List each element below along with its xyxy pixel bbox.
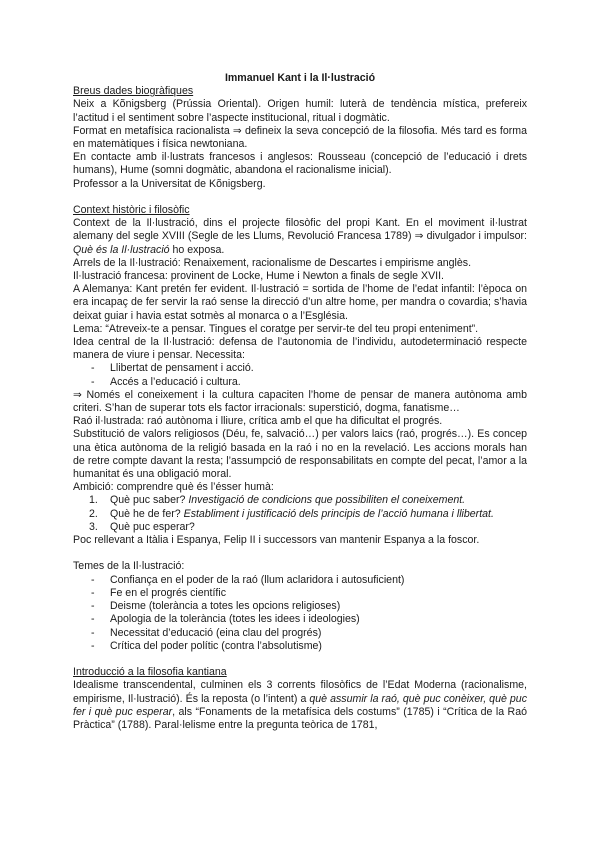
list-item: - Deisme (tolerància a totes les opcions religioses): [73, 600, 527, 613]
question-answer: Establiment i justificació dels principis de l’acció humana i llibertat.: [180, 507, 494, 520]
bio-paragraph: Neix a Kõnigsberg (Prússia Oriental). Origen humil: luterà de tendència mística, prefereix l’actitud i el sentiment sobre l’aspecte institucional, ritual i dogmàtic.: [73, 98, 527, 124]
intro-emphasis: què assumir la raó, què puc conèixer, què puc fer i què puc esperar: [73, 692, 527, 718]
list-item: [73, 508, 527, 521]
list-item: - Llibertat de pensament i acció.: [73, 362, 527, 375]
context-text: ho exposa.: [169, 243, 225, 256]
questions-list: [73, 494, 527, 534]
context-paragraph: A Alemanya: Kant pretén fer evident. Il·lustració = sortida de l’home de l’edat infantil: l’època on era incapaç de fer servir la raó sense la direcció d’un altre home, per mandra o covardia; s’havia deixat guiar i havia estat sotmès al monarca o a l’Església.: [73, 283, 527, 322]
section-heading-bio: Breus dades biogràfiques: [73, 85, 194, 98]
spacer: [73, 547, 527, 560]
context-paragraph: Lema: “Atreveix-te a pensar. Tingues el coratge per servir-te del teu propi enteniment”.: [73, 322, 479, 335]
context-paragraph: Arrels de la Il·lustració: Renaixement, racionalisme de Descartes i empirisme anglès.: [73, 256, 472, 269]
themes-list: [73, 574, 527, 653]
list-item: - Necessitat d’educació (eina clau del progrés): [73, 627, 527, 640]
document-page: [73, 72, 527, 732]
bio-paragraph: Professor a la Universitat de Kõnigsberg.: [73, 177, 266, 190]
context-paragraph: Substitució de valors religiosos (Déu, fe, salvació…) per valors laics (raó, progrés…). Es concep una ètica autònoma de la religió basada en la raó i no en la revelació. Les accions morals han de retre compte davant la resta; l’assumpció de responsabilitats en compte del pecat, l’amor a la humanitat és una obligació moral.: [73, 428, 527, 481]
context-paragraph: Il·lustració francesa: provinent de Locke, Hume i Newton a finals de segle XVII.: [73, 270, 444, 283]
question-text: Què puc saber?: [110, 494, 186, 507]
needs-list: [73, 362, 527, 388]
list-number: 3.: [89, 520, 98, 533]
context-text: Context de la Il·lustració, dins el projecte filosòfic del propi Kant. En el moviment il·lustrat alemany del segle XVIII (Segle de les Llums, Revolució Francesa 1789) ⇒ divulgador i impulsor:: [73, 217, 527, 243]
intro-text: Idealisme transcendental, culminen els 3 corrents filosòfics de l’Edat Moderna (racionalisme, empirisme, Il·lustració). És la reposta (o l’intent) a: [73, 679, 527, 705]
list-item: [73, 521, 527, 534]
themes-heading: Temes de la Il·lustració:: [73, 560, 185, 573]
question-text: Què he de fer?: [110, 507, 181, 520]
list-item: [73, 494, 527, 507]
context-paragraph: ⇒ Només el coneixement i la cultura capaciten l’home de pensar de manera autònoma amb criteri. S’han de superar tots els factor irracionals: superstició, dogma, fanatisme…: [73, 388, 527, 415]
section-heading-intro: Introducció a la filosofia kantiana: [73, 666, 227, 679]
intro-paragraph: [73, 679, 527, 732]
context-emphasis: Què és la Il·lustració: [73, 243, 170, 256]
question-text: Què puc esperar?: [110, 520, 195, 533]
intro-text: , als “Fonaments de la metafísica dels costums” (1785) i “Crítica de la Raó Pràctica” (1788). Paral·lelisme entre la pregunta teòrica de 1781,: [73, 705, 527, 731]
context-paragraph: Idea central de la Il·lustració: defensa de l’autonomia de l’individu, autodeterminació respecte manera de viure i pensar. Necessita:: [73, 336, 527, 362]
list-item: - Crítica del poder polític (contra l’absolutisme): [73, 640, 527, 653]
context-paragraph: [73, 217, 527, 257]
bio-paragraph: Format en metafísica racionalista ⇒ defineix la seva concepció de la filosofia. Més tard es forma en matemàtiques i física newtoniana.: [73, 124, 527, 151]
context-paragraph: Raó il·lustrada: raó autònoma i lliure, crítica amb el que ha dificultat el progrés.: [73, 415, 443, 428]
context-paragraph: Ambició: comprendre què és l’ésser humà:: [73, 481, 274, 494]
list-item: - Apologia de la tolerància (totes les idees i ideologies): [73, 613, 527, 626]
context-paragraph: Poc rellevant a Itàlia i Espanya, Felip II i successors van mantenir Espanya a la foscor.: [73, 534, 480, 547]
section-heading-context: Context històric i filosòfic: [73, 204, 190, 217]
list-number: 1.: [89, 494, 98, 507]
spacer: [73, 191, 527, 204]
page-title: Immanuel Kant i la Il·lustració: [224, 72, 376, 84]
list-item: - Confiança en el poder de la raó (llum aclaridora i autosuficient): [73, 574, 527, 587]
spacer: [73, 653, 527, 666]
list-item: - Accés a l’educació i cultura.: [73, 376, 527, 389]
bio-paragraph: En contacte amb il·lustrats francesos i anglesos: Rousseau (concepció de l’educació i drets humans), Hume (somni dogmàtic, abandona el racionalisme inicial).: [73, 151, 527, 177]
list-number: 2.: [89, 507, 98, 520]
question-answer: Investigació de condicions que possibiliten el coneixement.: [185, 494, 466, 507]
list-item: - Fe en el progrés científic: [73, 587, 527, 600]
